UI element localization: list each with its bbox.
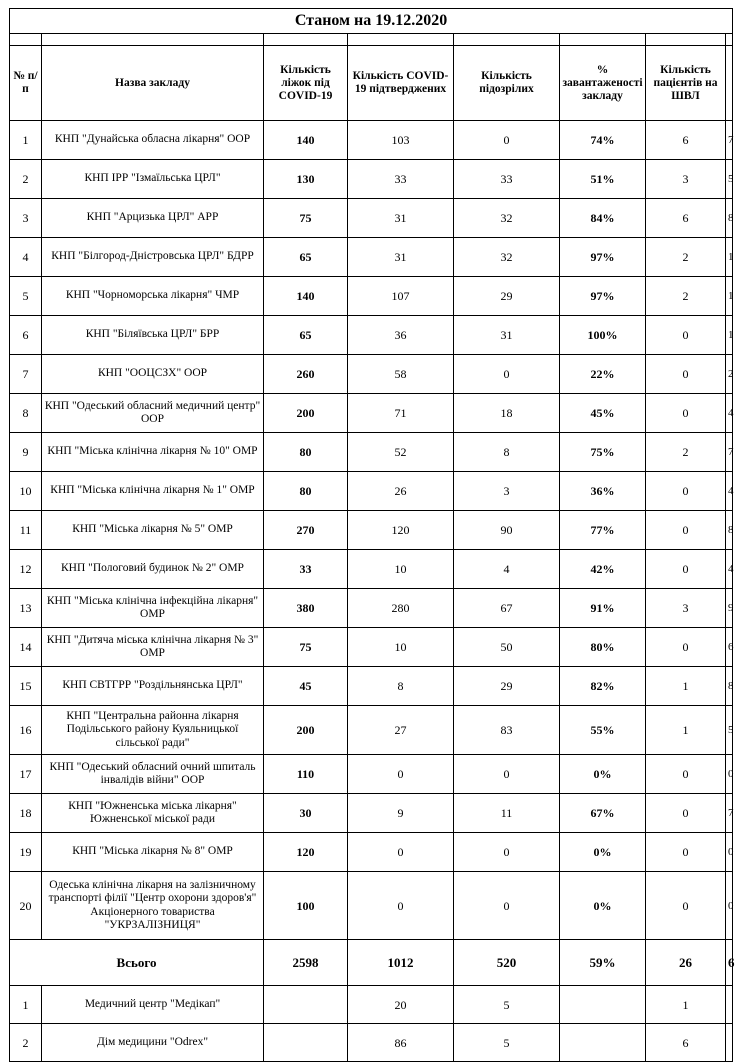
table-row <box>10 794 733 833</box>
facility-name: КНП "Чорноморська лікарня" ЧМР <box>42 277 264 316</box>
load-percent: 91% <box>560 589 646 628</box>
row-num: 13 <box>10 589 42 628</box>
row-num: 1 <box>10 986 42 1024</box>
ventilator-count: 1 <box>646 667 726 706</box>
cut-column-value: 6 <box>726 628 733 667</box>
facility-name: КНП "Пологовий будинок № 2" ОМР <box>42 550 264 589</box>
load-percent: 82% <box>560 667 646 706</box>
beds-count <box>264 986 348 1024</box>
facility-name: КНП "Міська клінічна лікарня № 1" ОМР <box>42 472 264 511</box>
cut-column-value: 4 <box>726 550 733 589</box>
ventilator-count: 2 <box>646 433 726 472</box>
facility-name: Дім медицини "Odrex" <box>42 1024 264 1062</box>
cut-column-value: 6 <box>726 940 733 986</box>
suspected-count: 50 <box>454 628 560 667</box>
load-percent <box>560 1024 646 1062</box>
suspected-count: 31 <box>454 316 560 355</box>
ventilator-count: 1 <box>646 706 726 755</box>
cut-column-value: 8 <box>726 511 733 550</box>
row-num: 9 <box>10 433 42 472</box>
row-num: 17 <box>10 755 42 794</box>
confirmed-count: 0 <box>348 872 454 940</box>
load-percent: 74% <box>560 121 646 160</box>
suspected-count: 18 <box>454 394 560 433</box>
facility-name: КНП "Одеський обласний очний шпиталь інвалідів війни" ООР <box>42 755 264 794</box>
row-num: 12 <box>10 550 42 589</box>
beds-count: 75 <box>264 199 348 238</box>
facility-name: КНП "Біляївська ЦРЛ" БРР <box>42 316 264 355</box>
facility-name: КНП "Міська клінічна інфекційна лікарня" ОМР <box>42 589 264 628</box>
beds-count: 80 <box>264 433 348 472</box>
confirmed-count: 31 <box>348 238 454 277</box>
cut-column-value: 8 <box>726 199 733 238</box>
load-percent: 80% <box>560 628 646 667</box>
beds-count: 45 <box>264 667 348 706</box>
table-row <box>10 121 733 160</box>
load-percent: 67% <box>560 794 646 833</box>
row-num: 16 <box>10 706 42 755</box>
beds-count: 260 <box>264 355 348 394</box>
load-percent: 84% <box>560 199 646 238</box>
table-row <box>10 628 733 667</box>
cut-column-value: 7 <box>726 121 733 160</box>
cut-column-value: 4 <box>726 472 733 511</box>
cut-column-value: 0 <box>726 833 733 872</box>
load-percent: 97% <box>560 238 646 277</box>
facility-name: КНП "Білгород-Дністровська ЦРЛ" БДРР <box>42 238 264 277</box>
table-row <box>10 433 733 472</box>
confirmed-count: 33 <box>348 160 454 199</box>
row-num: 2 <box>10 1024 42 1062</box>
load-percent: 0% <box>560 755 646 794</box>
load-percent: 45% <box>560 394 646 433</box>
facility-name: Медичний центр "Медікап" <box>42 986 264 1024</box>
facility-name: КНП "Одеський обласний медичний центр" ООР <box>42 394 264 433</box>
facility-name: КНП "ООЦСЗХ" ООР <box>42 355 264 394</box>
table-row <box>10 511 733 550</box>
table-row <box>10 755 733 794</box>
confirmed-count: 107 <box>348 277 454 316</box>
beds-count: 33 <box>264 550 348 589</box>
table-row <box>10 355 733 394</box>
row-num: 14 <box>10 628 42 667</box>
suspected-count: 83 <box>454 706 560 755</box>
table-row <box>10 316 733 355</box>
row-num: 6 <box>10 316 42 355</box>
confirmed-count: 8 <box>348 667 454 706</box>
table-row <box>10 872 733 940</box>
header-confirmed: Кількість COVID-19 підтверджених <box>348 46 454 121</box>
row-num: 20 <box>10 872 42 940</box>
ventilator-count: 3 <box>646 160 726 199</box>
confirmed-count: 27 <box>348 706 454 755</box>
row-num: 4 <box>10 238 42 277</box>
suspected-count: 0 <box>454 755 560 794</box>
ventilator-count: 0 <box>646 872 726 940</box>
suspected-count: 0 <box>454 872 560 940</box>
suspected-count: 67 <box>454 589 560 628</box>
load-percent: 36% <box>560 472 646 511</box>
facility-name: КНП "Арцизька ЦРЛ" АРР <box>42 199 264 238</box>
table-row <box>10 706 733 755</box>
row-num: 8 <box>10 394 42 433</box>
suspected-count: 33 <box>454 160 560 199</box>
row-num: 5 <box>10 277 42 316</box>
confirmed-count: 0 <box>348 755 454 794</box>
cut-column-value: 4 <box>726 394 733 433</box>
cut-column-value: 1 <box>726 238 733 277</box>
table-row <box>10 394 733 433</box>
header-row <box>10 46 733 121</box>
row-num: 11 <box>10 511 42 550</box>
cut-column-value <box>726 1024 733 1062</box>
row-num: 3 <box>10 199 42 238</box>
beds-count: 380 <box>264 589 348 628</box>
beds-count: 110 <box>264 755 348 794</box>
table-title: Станом на 19.12.2020 <box>10 9 733 34</box>
row-num: 15 <box>10 667 42 706</box>
beds-count: 65 <box>264 316 348 355</box>
facility-name: КНП ІРР "Ізмаїльська ЦРЛ" <box>42 160 264 199</box>
load-percent: 75% <box>560 433 646 472</box>
ventilator-count: 3 <box>646 589 726 628</box>
suspected-count: 90 <box>454 511 560 550</box>
private-clinic-row <box>10 986 733 1024</box>
total-suspected: 520 <box>454 940 560 986</box>
cut-column-value: 2 <box>726 355 733 394</box>
confirmed-count: 58 <box>348 355 454 394</box>
total-label: Всього <box>10 940 264 986</box>
facility-name: КНП СВТГРР "Роздільнянська ЦРЛ" <box>42 667 264 706</box>
confirmed-count: 0 <box>348 833 454 872</box>
confirmed-count: 120 <box>348 511 454 550</box>
cut-column-value: 8 <box>726 667 733 706</box>
total-confirmed: 1012 <box>348 940 454 986</box>
load-percent: 77% <box>560 511 646 550</box>
ventilator-count: 2 <box>646 238 726 277</box>
suspected-count: 29 <box>454 277 560 316</box>
load-percent: 0% <box>560 872 646 940</box>
suspected-count: 8 <box>454 433 560 472</box>
facility-name: КНП "Дитяча міська клінічна лікарня № 3" ОМР <box>42 628 264 667</box>
header-load: % завантаженості закладу <box>560 46 646 121</box>
beds-count: 65 <box>264 238 348 277</box>
ventilator-count: 0 <box>646 794 726 833</box>
ventilator-count: 0 <box>646 628 726 667</box>
ventilator-count: 2 <box>646 277 726 316</box>
beds-count: 140 <box>264 277 348 316</box>
private-clinic-row <box>10 1024 733 1062</box>
ventilator-count: 1 <box>646 986 726 1024</box>
confirmed-count: 26 <box>348 472 454 511</box>
facility-name: Одеська клінічна лікарня на залізничному транспорті філії "Центр охорони здоров'я" Акціонерного товариства "УКРЗАЛІЗНИЦЯ" <box>42 872 264 940</box>
ventilator-count: 0 <box>646 833 726 872</box>
cut-column-value: 7 <box>726 794 733 833</box>
facility-name: КНП "Дунайська обласна лікарня" ООР <box>42 121 264 160</box>
covid-beds-table <box>9 8 733 1062</box>
load-percent <box>560 986 646 1024</box>
confirmed-count: 9 <box>348 794 454 833</box>
ventilator-count: 0 <box>646 511 726 550</box>
confirmed-count: 52 <box>348 433 454 472</box>
table-row <box>10 550 733 589</box>
row-num: 1 <box>10 121 42 160</box>
suspected-count: 29 <box>454 667 560 706</box>
cut-column-value: 0 <box>726 755 733 794</box>
total-ventilator: 26 <box>646 940 726 986</box>
table-row <box>10 589 733 628</box>
suspected-count: 0 <box>454 121 560 160</box>
beds-count: 75 <box>264 628 348 667</box>
row-num: 18 <box>10 794 42 833</box>
row-num: 10 <box>10 472 42 511</box>
row-num: 19 <box>10 833 42 872</box>
load-percent: 97% <box>560 277 646 316</box>
table-row <box>10 667 733 706</box>
suspected-count: 32 <box>454 199 560 238</box>
confirmed-count: 20 <box>348 986 454 1024</box>
load-percent: 51% <box>560 160 646 199</box>
suspected-count: 5 <box>454 986 560 1024</box>
total-row <box>10 940 733 986</box>
load-percent: 0% <box>560 833 646 872</box>
ventilator-count: 6 <box>646 121 726 160</box>
table-row <box>10 160 733 199</box>
header-beds: Кількість ліжок під COVID-19 <box>264 46 348 121</box>
total-load: 59% <box>560 940 646 986</box>
suspected-count: 32 <box>454 238 560 277</box>
header-name: Назва закладу <box>42 46 264 121</box>
beds-count: 80 <box>264 472 348 511</box>
table-row <box>10 199 733 238</box>
confirmed-count: 31 <box>348 199 454 238</box>
suspected-count: 11 <box>454 794 560 833</box>
cut-column-value <box>726 986 733 1024</box>
confirmed-count: 10 <box>348 628 454 667</box>
facility-name: КНП "Центральна районна лікарня Подільського району Куяльницької сільської ради" <box>42 706 264 755</box>
suspected-count: 0 <box>454 833 560 872</box>
suspected-count: 5 <box>454 1024 560 1062</box>
confirmed-count: 280 <box>348 589 454 628</box>
header-num: № п/п <box>10 46 42 121</box>
confirmed-count: 71 <box>348 394 454 433</box>
ventilator-count: 0 <box>646 755 726 794</box>
facility-name: КНП "Міська лікарня № 8" ОМР <box>42 833 264 872</box>
covid-beds-sheet <box>9 8 735 1062</box>
load-percent: 22% <box>560 355 646 394</box>
cut-column-value: 1 <box>726 277 733 316</box>
beds-count <box>264 1024 348 1062</box>
table-row <box>10 238 733 277</box>
row-num: 2 <box>10 160 42 199</box>
table-row <box>10 472 733 511</box>
ventilator-count: 0 <box>646 472 726 511</box>
beds-count: 30 <box>264 794 348 833</box>
confirmed-count: 10 <box>348 550 454 589</box>
suspected-count: 4 <box>454 550 560 589</box>
ventilator-count: 6 <box>646 199 726 238</box>
beds-count: 100 <box>264 872 348 940</box>
cut-column-value: 0 <box>726 872 733 940</box>
ventilator-count: 6 <box>646 1024 726 1062</box>
cut-column-value: 1 <box>726 316 733 355</box>
beds-count: 270 <box>264 511 348 550</box>
header-ventilator: Кількість пацієнтів на ШВЛ <box>646 46 726 121</box>
cut-column-value: 5 <box>726 160 733 199</box>
load-percent: 55% <box>560 706 646 755</box>
facility-name: КНП "Южненська міська лікарня" Южненської міської ради <box>42 794 264 833</box>
header-suspected: Кількість підозрілих <box>454 46 560 121</box>
total-beds: 2598 <box>264 940 348 986</box>
cut-column-value: 5 <box>726 706 733 755</box>
row-num: 7 <box>10 355 42 394</box>
ventilator-count: 0 <box>646 316 726 355</box>
ventilator-count: 0 <box>646 394 726 433</box>
table-row <box>10 277 733 316</box>
cut-column-value: 9 <box>726 589 733 628</box>
cut-column-value: 7 <box>726 433 733 472</box>
beds-count: 140 <box>264 121 348 160</box>
confirmed-count: 36 <box>348 316 454 355</box>
confirmed-count: 103 <box>348 121 454 160</box>
beds-count: 120 <box>264 833 348 872</box>
beds-count: 200 <box>264 706 348 755</box>
beds-count: 200 <box>264 394 348 433</box>
ventilator-count: 0 <box>646 355 726 394</box>
load-percent: 100% <box>560 316 646 355</box>
suspected-count: 0 <box>454 355 560 394</box>
confirmed-count: 86 <box>348 1024 454 1062</box>
facility-name: КНП "Міська лікарня № 5" ОМР <box>42 511 264 550</box>
facility-name: КНП "Міська клінічна лікарня № 10" ОМР <box>42 433 264 472</box>
beds-count: 130 <box>264 160 348 199</box>
table-row <box>10 833 733 872</box>
ventilator-count: 0 <box>646 550 726 589</box>
suspected-count: 3 <box>454 472 560 511</box>
load-percent: 42% <box>560 550 646 589</box>
